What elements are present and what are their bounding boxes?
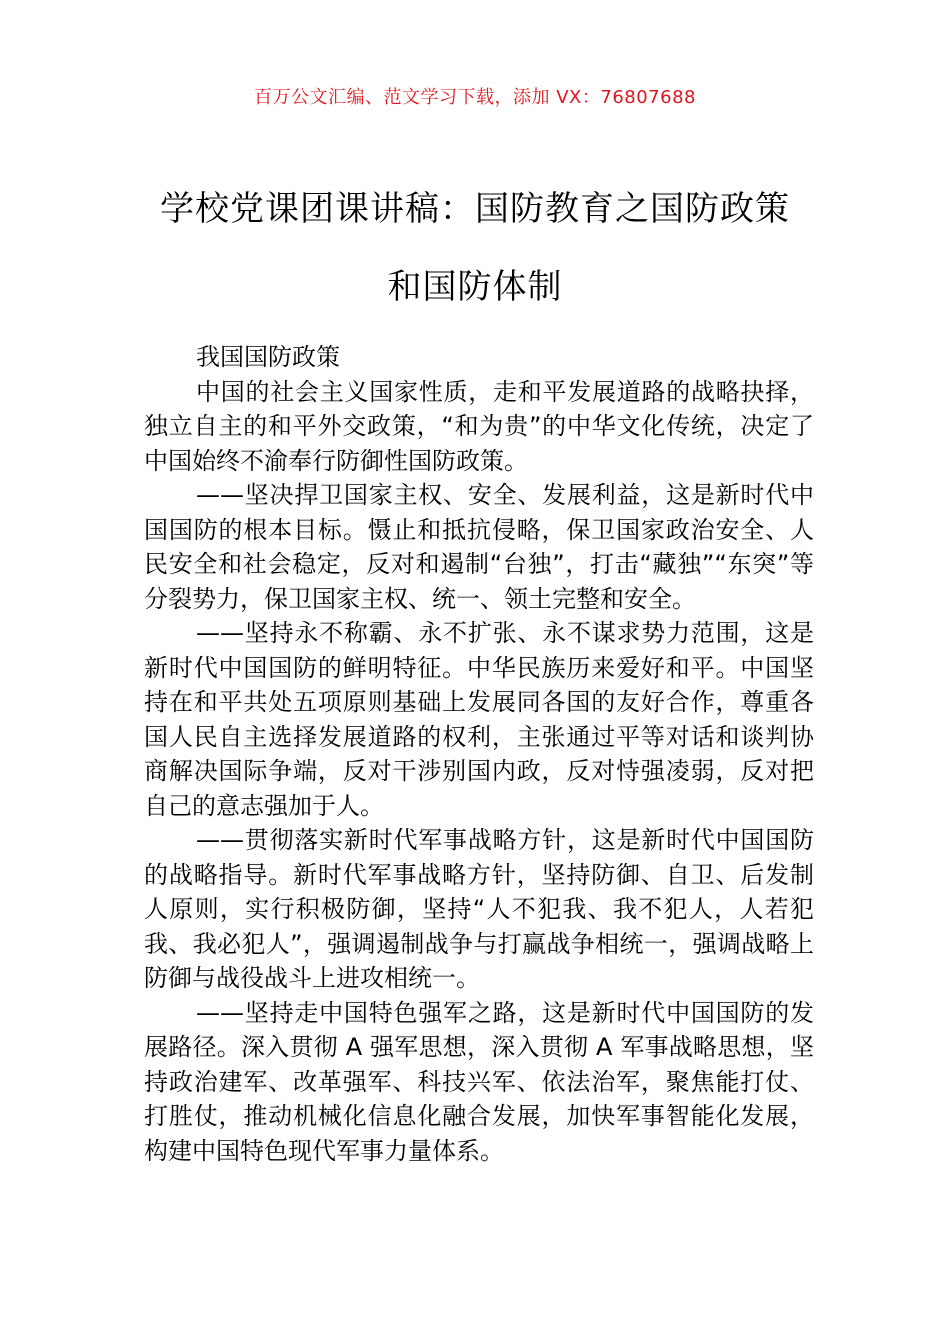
paragraph-3: ——坚持永不称霸、永不扩张、永不谋求势力范围，这是新时代中国国防的鲜明特征。中华民族历来爱好和平。中国坚持在和平共处五项原则基础上发展同各国的友好合作，尊重各国人民自主选择发展道路的权利，主张通过平等对话和谈判协商解决国际争端，反对干涉别国内政，反对恃强凌弱，反对把自己的意志强加于人。	[144, 619, 814, 820]
document-title	[120, 170, 830, 326]
document-body	[144, 340, 814, 1168]
paragraph-5: ——坚持走中国特色强军之路，这是新时代中国国防的发展路径。深入贯彻 A 强军思想，深入贯彻 A 军事战略思想，坚持政治建军、改革强军、科技兴军、依法治军，聚焦能打仗、打胜仗，推动机械化信息化融合发展，加快军事智能化发展，构建中国特色现代军事力量体系。	[144, 998, 814, 1165]
paragraph-4: ——贯彻落实新时代军事战略方针，这是新时代中国国防的战略指导。新时代军事战略方针，坚持防御、自卫、后发制人原则，实行积极防御，坚持“人不犯我、我不犯人，人若犯我、我必犯人”，强调遏制战争与打赢战争相统一，强调战略上防御与战役战斗上进攻相统一。	[144, 826, 814, 992]
title-line-2: 和国防体制	[387, 267, 563, 307]
paragraph-1: 中国的社会主义国家性质，走和平发展道路的战略抉择，独立自主的和平外交政策，“和为贵”的中华文化传统，决定了中国始终不渝奉行防御性国防政策。	[144, 377, 814, 475]
section-heading: 我国国防政策	[196, 343, 340, 371]
watermark-header: 百万公文汇编、范文学习下载，添加 VX：76807688	[254, 87, 696, 108]
title-line-1: 学校党课团课讲稿：国防教育之国防政策	[160, 189, 790, 229]
paragraph-2: ——坚决捍卫国家主权、安全、发展利益，这是新时代中国国防的根本目标。慑止和抵抗侵略，保卫国家政治安全、人民安全和社会稳定，反对和遏制“台独”，打击“藏独”“东突”等分裂势力，保卫国家主权、统一、领土完整和安全。	[144, 481, 814, 613]
